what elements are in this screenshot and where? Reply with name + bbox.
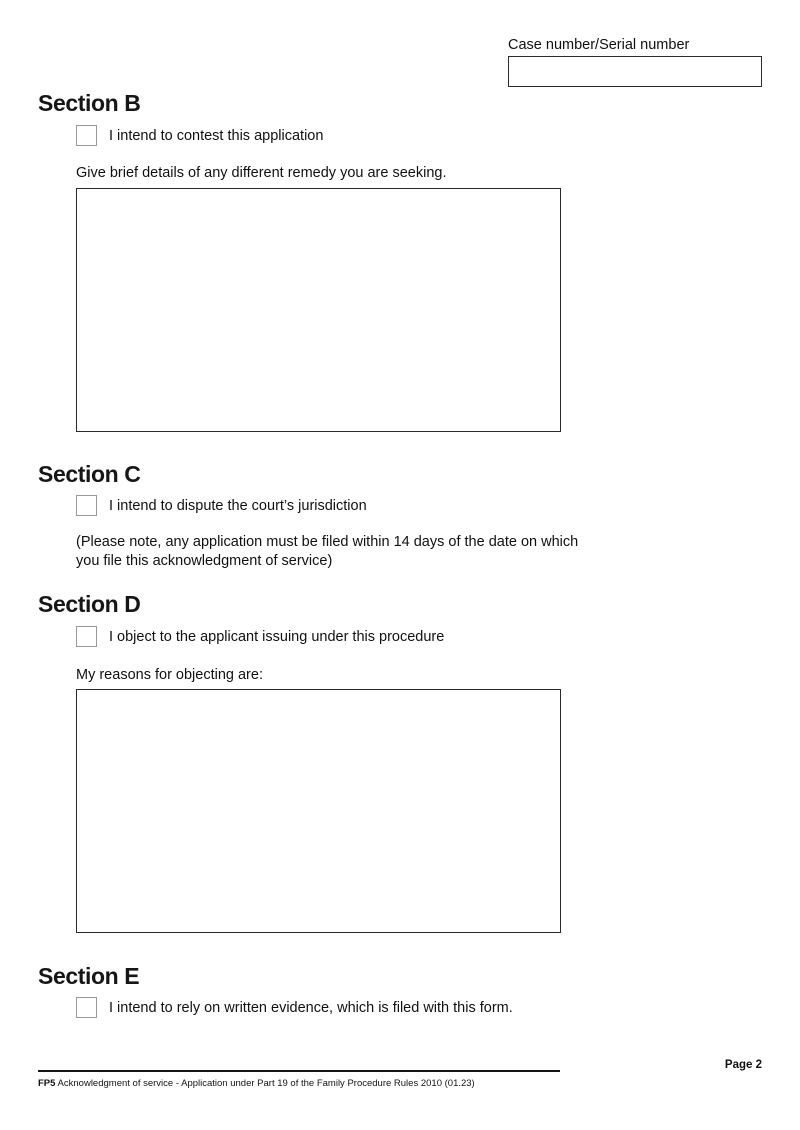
section-b-heading: Section B — [38, 90, 141, 116]
section-b-details-textarea[interactable] — [76, 188, 561, 432]
section-e-checkbox-label: I intend to rely on written evidence, which is filed with this form. — [109, 999, 513, 1016]
footer-form-code: FP5 — [38, 1078, 56, 1089]
case-number-input[interactable] — [508, 56, 762, 87]
section-b-details-prompt: Give brief details of any different remedy you are seeking. — [76, 165, 447, 181]
footer-form-reference — [38, 1078, 475, 1089]
section-d-heading: Section D — [38, 591, 141, 617]
section-e-checkbox-row — [76, 997, 513, 1018]
section-d-reasons-prompt: My reasons for objecting are: — [76, 667, 263, 683]
section-c-checkbox-label: I intend to dispute the court’s jurisdiction — [109, 497, 367, 514]
section-c-checkbox-row — [76, 495, 367, 516]
section-b-contest-checkbox[interactable] — [76, 125, 97, 146]
section-b-checkbox-row — [76, 125, 323, 146]
section-c-heading: Section C — [38, 461, 141, 487]
section-d-checkbox-row — [76, 626, 444, 647]
section-d-object-checkbox[interactable] — [76, 626, 97, 647]
section-c-jurisdiction-checkbox[interactable] — [76, 495, 97, 516]
section-e-heading: Section E — [38, 963, 140, 989]
section-b-checkbox-label: I intend to contest this application — [109, 127, 324, 144]
page-number: Page 2 — [724, 1059, 762, 1071]
case-number-label: Case number/Serial number — [508, 37, 690, 53]
footer-form-description: Acknowledgment of service - Application under Part 19 of the Family Procedure Rules 2010 (01.23) — [55, 1078, 475, 1089]
section-c-note: (Please note, any application must be filed within 14 days of the date on which you file this acknowledgment of service) — [76, 534, 579, 569]
footer-divider — [38, 1070, 560, 1072]
section-d-reasons-textarea[interactable] — [76, 689, 561, 933]
section-e-evidence-checkbox[interactable] — [76, 997, 97, 1018]
section-d-checkbox-label: I object to the applicant issuing under this procedure — [109, 628, 445, 645]
